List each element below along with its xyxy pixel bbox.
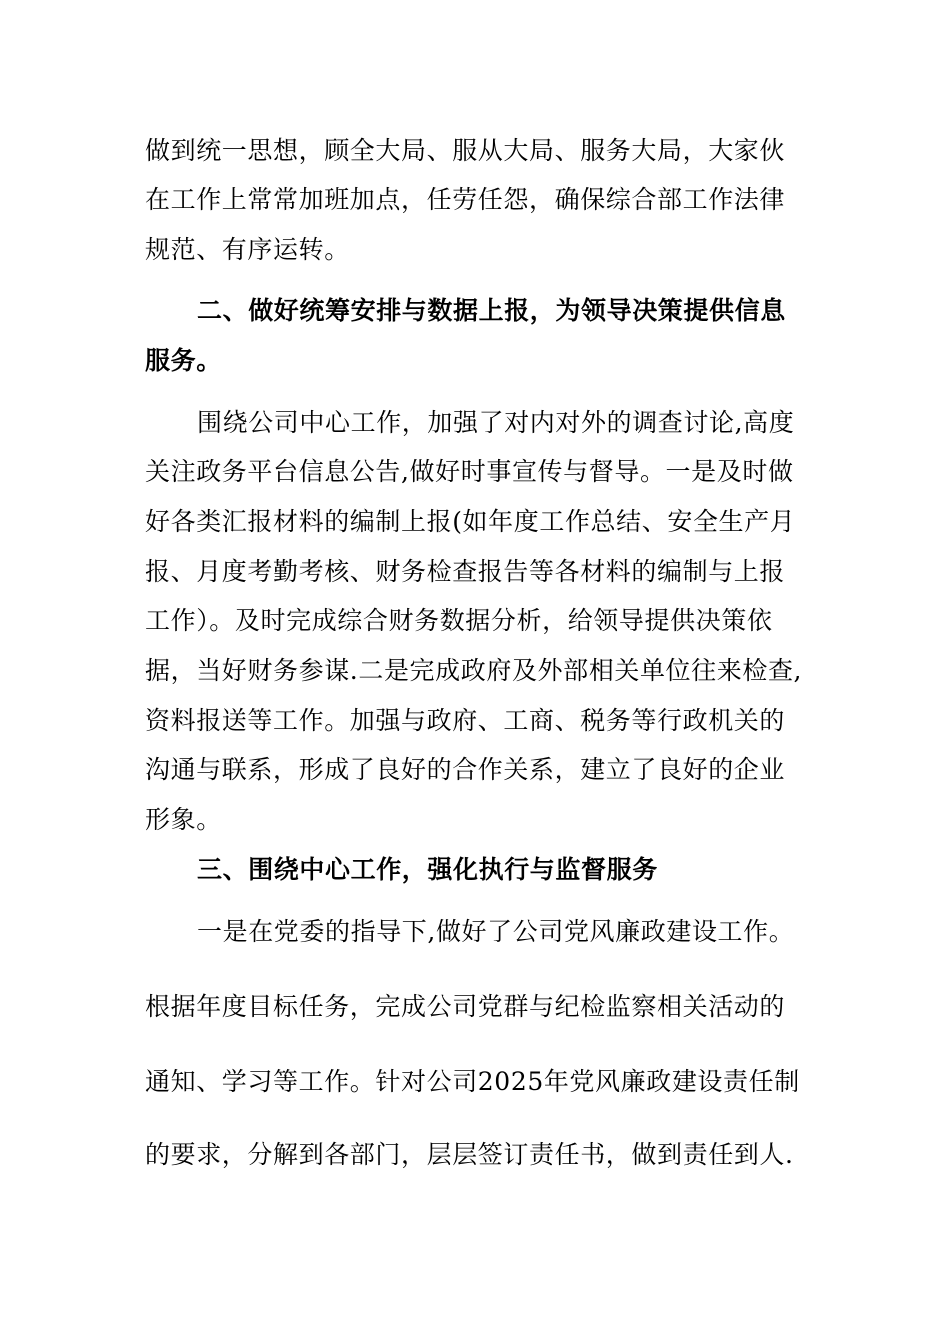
paragraph-line-3: 规范、有序运转。 (145, 235, 350, 264)
paragraph-line-14: 根据年度目标任务，完成公司党群与纪检监察相关活动的 (145, 992, 786, 1021)
paragraph-line-2: 在工作上常常加班加点，任劳任怨，确保综合部工作法律 (145, 185, 786, 214)
paragraph-line-11: 沟通与联系，形成了良好的合作关系，建立了良好的企业 (145, 755, 786, 784)
paragraph-line-4: 围绕公司中心工作，加强了对内对外的调查讨论,高度 (197, 408, 795, 437)
paragraph-line-15: 通知、学习等工作。针对公司2025年党风廉政建设责任制 (145, 1067, 800, 1096)
paragraph-line-5: 关注政务平台信息公告,做好时事宣传与督导。一是及时做 (145, 457, 794, 486)
paragraph-line-10: 资料报送等工作。加强与政府、工商、税务等行政机关的 (145, 706, 786, 735)
paragraph-line-13: 一是在党委的指导下,做好了公司党风廉政建设工作。 (197, 917, 795, 946)
paragraph-line-1: 做到统一思想，顾全大局、服从大局、服务大局，大家伙 (145, 136, 786, 165)
paragraph-line-7: 报、月度考勤考核、财务检查报告等各材料的编制与上报 (145, 557, 786, 586)
paragraph-line-8: 工作）。及时完成综合财务数据分析，给领导提供决策依 (145, 606, 773, 635)
paragraph-line-12: 形象。 (145, 805, 222, 834)
section-heading-3: 三、围绕中心工作，强化执行与监督服务 (197, 855, 658, 884)
paragraph-line-16: 的要求，分解到各部门，层层签订责任书，做到责任到人. (145, 1140, 794, 1169)
section-heading-2-cont: 服务。 (145, 346, 222, 375)
paragraph-line-6: 好各类汇报材料的编制上报(如年度工作总结、安全生产月 (145, 507, 796, 536)
paragraph-line-9: 据，当好财务参谋.二是完成政府及外部相关单位往来检查, (145, 656, 803, 685)
section-heading-2: 二、做好统筹安排与数据上报，为领导决策提供信息 (197, 296, 786, 325)
